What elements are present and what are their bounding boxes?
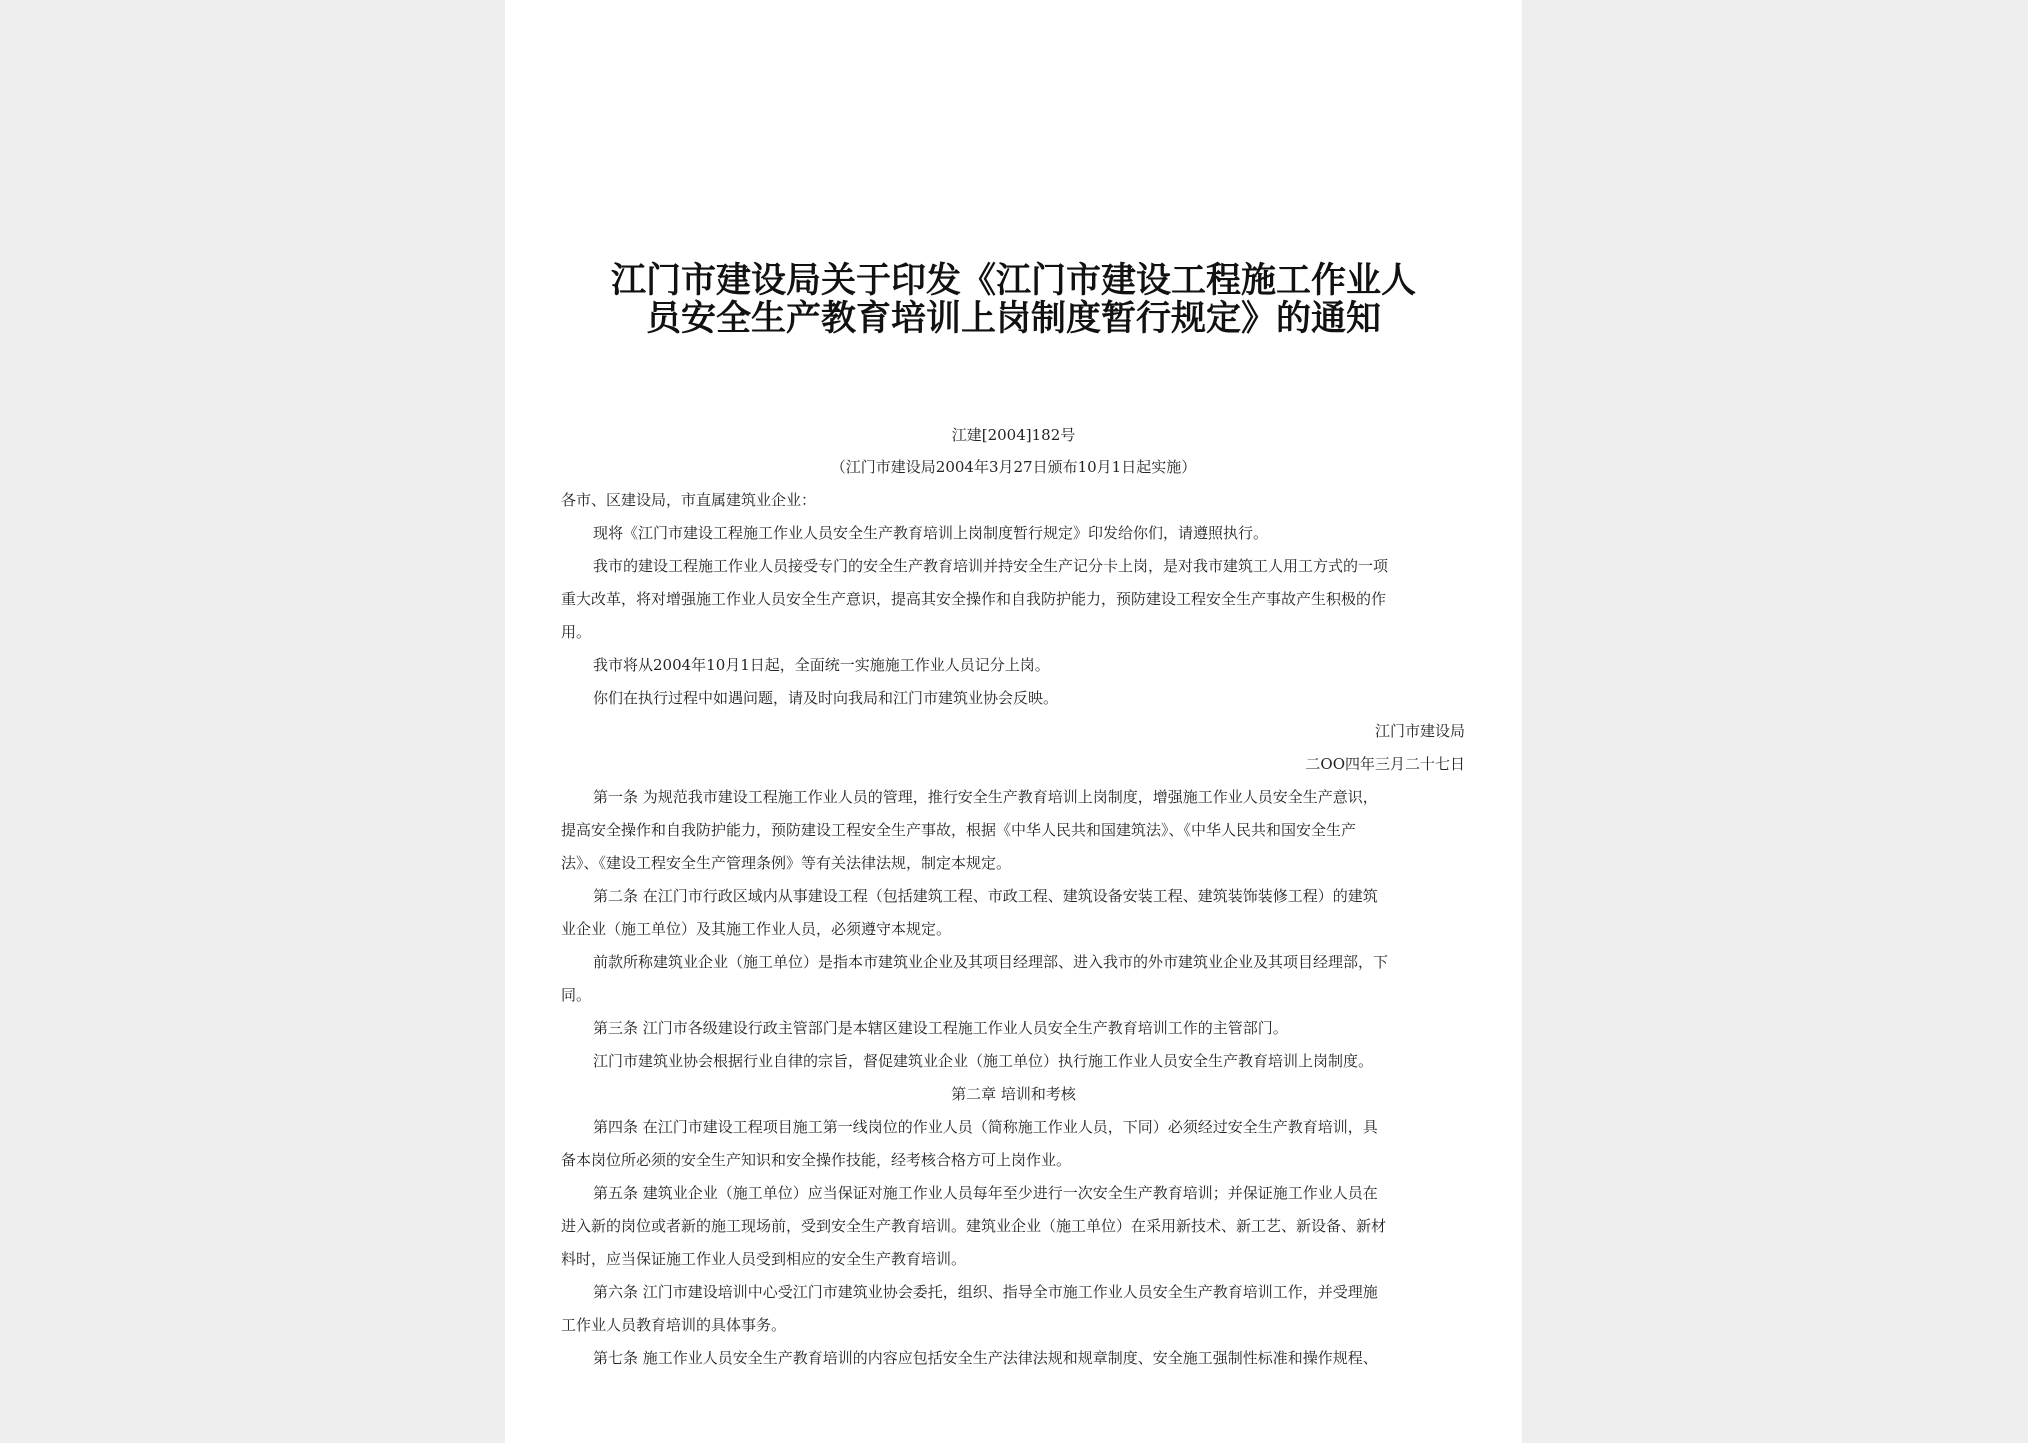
article-text: 进入新的岗位或者新的施工现场前，受到安全生产教育培训。建筑业企业（施工单位）在采用新技术、新工艺、新设备、新材	[561, 1217, 1387, 1235]
paragraph-text: 重大改革，将对增强施工作业人员安全生产意识，提高其安全操作和自我防护能力，预防建设工程安全生产事故产生积极的作	[561, 590, 1387, 608]
article-text: 第三条 江门市各级建设行政主管部门是本辖区建设工程施工作业人员安全生产教育培训工作的主管部门。	[593, 1019, 1288, 1037]
article-text: 第六条 江门市建设培训中心受江门市建筑业协会委托，组织、指导全市施工作业人员安全生产教育培训工作，并受理施	[593, 1283, 1378, 1301]
article-text: 第五条 建筑业企业（施工单位）应当保证对施工作业人员每年至少进行一次安全生产教育培训；并保证施工作业人员在	[593, 1184, 1378, 1202]
article-text: 前款所称建筑业企业（施工单位）是指本市建筑业企业及其项目经理部、进入我市的外市建筑业企业及其项目经理部，下	[593, 953, 1389, 971]
article-text: 法》、《建设工程安全生产管理条例》等有关法律法规，制定本规定。	[561, 854, 1012, 872]
article-text: 江门市建筑业协会根据行业自律的宗旨，督促建筑业企业（施工单位）执行施工作业人员安全生产教育培训上岗制度。	[593, 1052, 1374, 1070]
article-text: 工作业人员教育培训的具体事务。	[561, 1316, 787, 1334]
issue-note: （江门市建设局2004年3月27日颁布10月1日起实施）	[830, 458, 1197, 476]
article-text: 业企业（施工单位）及其施工作业人员，必须遵守本规定。	[561, 920, 952, 938]
article-text: 提高安全操作和自我防护能力，预防建设工程安全生产事故，根据《中华人民共和国建筑法》、《中华人民共和国安全生产	[561, 821, 1357, 839]
document-page	[505, 0, 1522, 1443]
paragraph-text: 用。	[561, 623, 592, 641]
addressee-line: 各市、区建设局，市直属建筑业企业：	[561, 491, 817, 509]
article-text: 备本岗位所必须的安全生产知识和安全操作技能，经考核合格方可上岗作业。	[561, 1151, 1072, 1169]
document-title	[505, 262, 1522, 338]
paragraph-text: 我市的建设工程施工作业人员接受专门的安全生产教育培训并持安全生产记分卡上岗，是对我市建筑工人用工方式的一项	[593, 557, 1389, 575]
title-line-2: 员安全生产教育培训上岗制度暂行规定》的通知	[645, 298, 1381, 339]
article-text: 第四条 在江门市建设工程项目施工第一线岗位的作业人员（简称施工作业人员，下同）必须经过安全生产教育培训，具	[593, 1118, 1378, 1136]
paragraph-text: 我市将从2004年10月1日起，全面统一实施施工作业人员记分上岗。	[593, 656, 1050, 674]
chapter-heading: 第二章 培训和考核	[951, 1085, 1076, 1103]
paragraph-text: 你们在执行过程中如遇问题，请及时向我局和江门市建筑业协会反映。	[593, 689, 1059, 707]
article-text: 第一条 为规范我市建设工程施工作业人员的管理，推行安全生产教育培训上岗制度，增强施工作业人员安全生产意识，	[593, 788, 1378, 806]
title-line-1: 江门市建设局关于印发《江门市建设工程施工作业人	[610, 260, 1416, 301]
article-text: 料时，应当保证施工作业人员受到相应的安全生产教育培训。	[561, 1250, 967, 1268]
article-text: 同。	[561, 986, 592, 1004]
paragraph-text: 现将《江门市建设工程施工作业人员安全生产教育培训上岗制度暂行规定》印发给你们，请遵照执行。	[593, 524, 1269, 542]
article-text: 第七条 施工作业人员安全生产教育培训的内容应包括安全生产法律法规和规章制度、安全施工强制性标准和操作规程、	[593, 1349, 1378, 1367]
document-number: 江建[2004]182号	[951, 426, 1076, 444]
sign-date: 二OO四年三月二十七日	[1305, 755, 1465, 773]
article-text: 第二条 在江门市行政区域内从事建设工程（包括建筑工程、市政工程、建筑设备安装工程、建筑装饰装修工程）的建筑	[593, 887, 1378, 905]
signer: 江门市建设局	[1374, 722, 1465, 740]
